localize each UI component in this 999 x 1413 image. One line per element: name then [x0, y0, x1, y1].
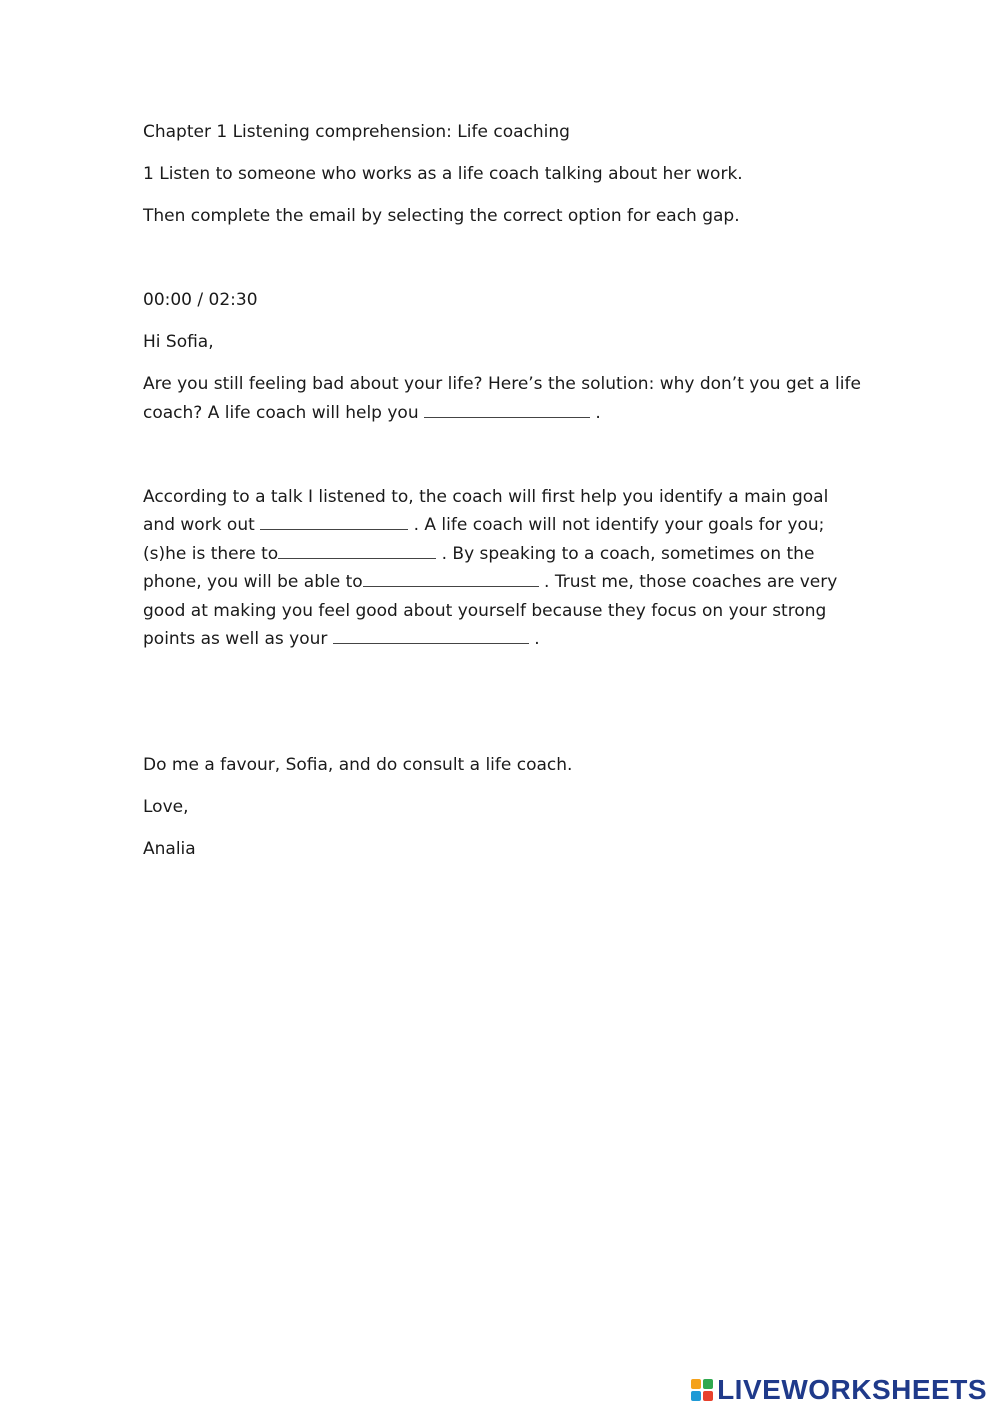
email-p2-line-6-end: . [534, 629, 540, 649]
email-greeting: Hi Sofia, [143, 332, 214, 352]
email-p2-line-6-start: points as well as your [143, 629, 328, 649]
audio-time-display[interactable]: 00:00 / 02:30 [143, 290, 258, 310]
email-paragraph-1 [143, 370, 863, 427]
gap-1-blank[interactable] [424, 399, 590, 418]
gap-3-blank[interactable] [278, 540, 436, 559]
email-p2-line-3-end: . By speaking to a coach, sometimes on the [441, 543, 815, 564]
gap-5-blank[interactable] [333, 625, 529, 644]
email-p2-line-1: According to a talk I listened to, the coach will first help you identify a main goal [143, 486, 829, 507]
email-p2-line-2 [143, 511, 863, 540]
email-p1-line-1: Are you still feeling bad about your life? Here’s the solution: why don’t you get a life [143, 374, 861, 394]
email-closing-request: Do me a favour, Sofia, and do consult a life coach. [143, 755, 573, 775]
email-p2-line-4-end: . Trust me, those coaches are very [544, 572, 838, 592]
email-p1-line-2 [143, 399, 863, 428]
email-p2-line-4 [143, 568, 863, 597]
email-p2-line-4-start: phone, you will be able to [143, 572, 363, 592]
email-p2-line-6 [143, 625, 863, 654]
email-p1-line-2-end: . [595, 402, 601, 423]
email-p2-line-2-end: . A life coach will not identify your goals for you; [413, 515, 825, 535]
email-p1-line-2-start: coach? A life coach will help you [143, 402, 419, 423]
liveworksheets-logo [691, 1374, 987, 1406]
email-p2-line-2-start: and work out [143, 515, 255, 535]
instruction-1: 1 Listen to someone who works as a life coach talking about her work. [143, 164, 743, 184]
page-title: Chapter 1 Listening comprehension: Life coaching [143, 122, 570, 142]
email-p2-line-3 [143, 540, 863, 569]
instruction-2: Then complete the email by selecting the correct option for each gap. [143, 206, 740, 226]
email-signoff: Love, [143, 797, 189, 817]
email-paragraph-2 [143, 483, 863, 654]
worksheet-page [143, 118, 863, 864]
liveworksheets-logo-icon [691, 1379, 713, 1401]
email-p2-line-5: good at making you feel good about yourself because they focus on your strong [143, 600, 827, 621]
gap-4-blank[interactable] [363, 568, 539, 587]
email-p2-line-3-start: (s)he is there to [143, 543, 279, 564]
email-signature: Analia [143, 839, 196, 859]
liveworksheets-logo-text: LIVEWORKSHEETS [717, 1374, 987, 1405]
gap-2-blank[interactable] [260, 511, 408, 530]
